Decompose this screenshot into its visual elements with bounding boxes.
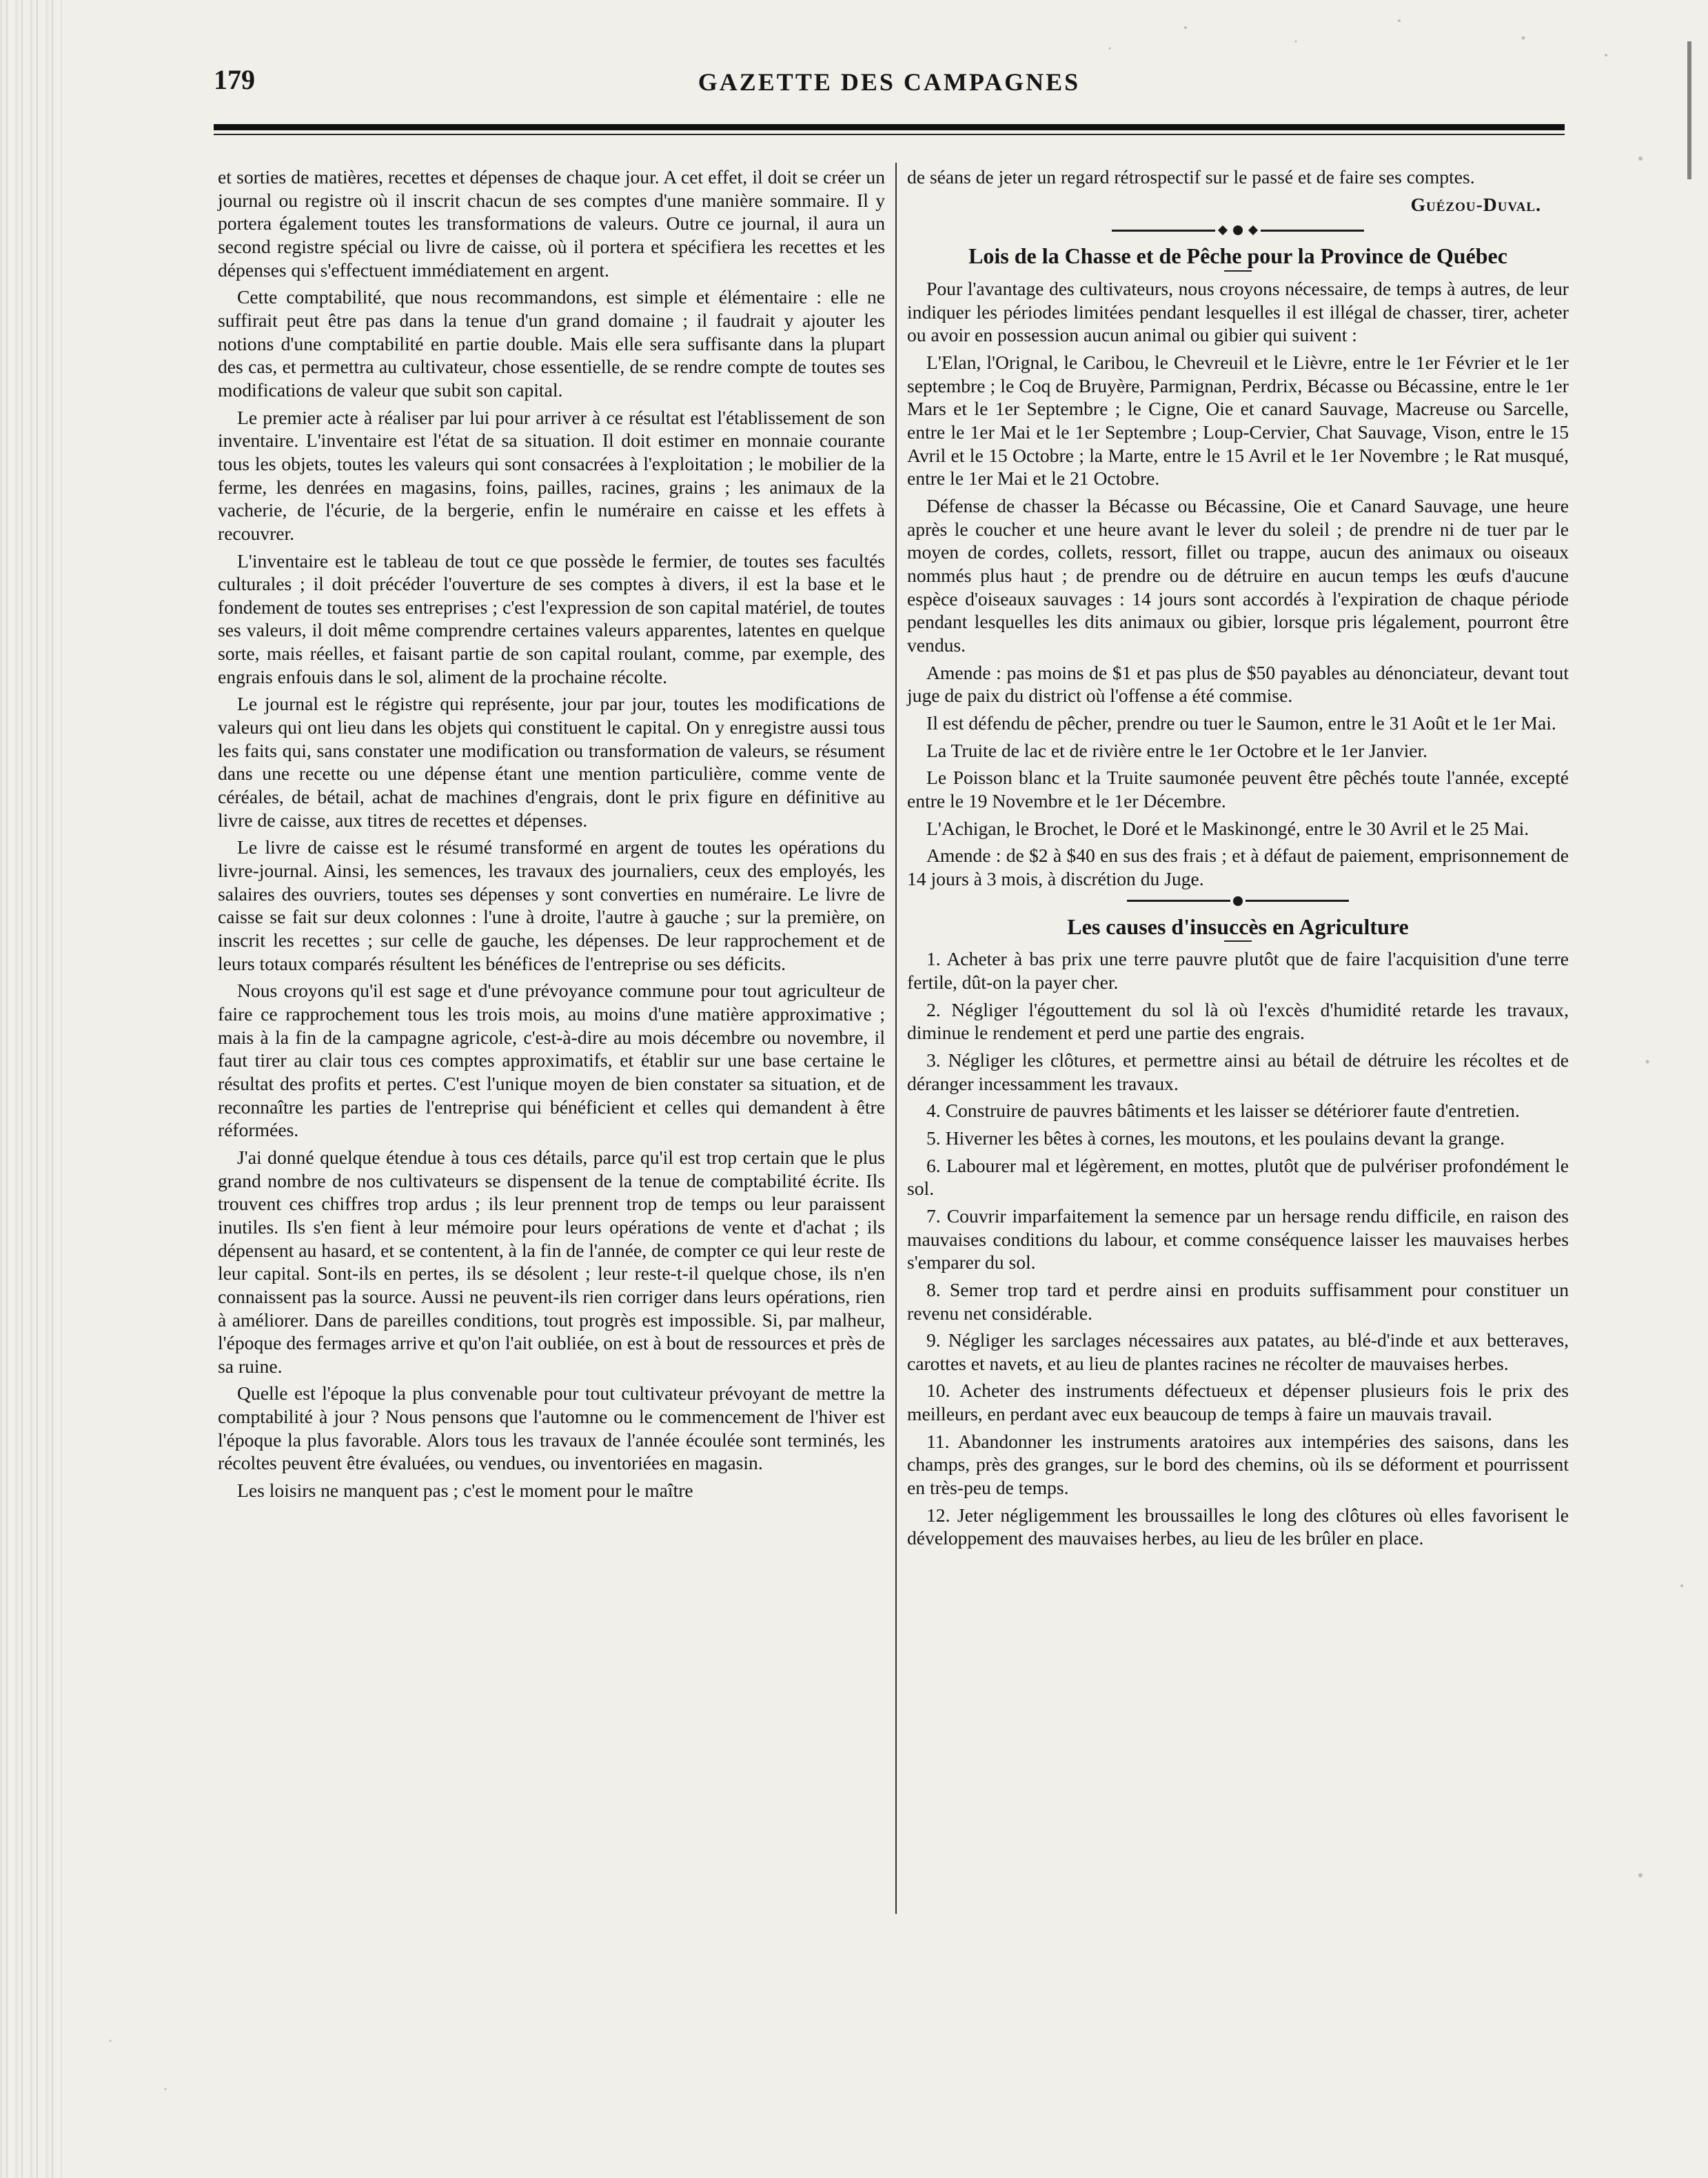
list-item: 10. Acheter des instruments défectueux et dépenser plusieurs fois le prix des meilleurs, en perdant avec eux beaucoup de temps à faire un mauvais travail.	[907, 1380, 1569, 1425]
paragraph: Le livre de caisse est le résumé transformé en argent de toutes les opérations du livre-journal. Ainsi, les semences, les travaux des journaliers, ceux des employés, les salaires des ouvriers, toutes ses dépenses y sont converties en numéraire. Le livre de caisse se fait sur deux colonnes : l'une à droite, l'autre à gauche ; sur la première, on inscrit les recettes ; sur celle de gauche, les dépenses. De leur rapprochement et de leurs totaux comparés résultent les bénéfices de l'entreprise ou ses déficits.	[218, 836, 885, 974]
paragraph: L'inventaire est le tableau de tout ce que possède le fermier, de toutes ses facultés culturales ; il doit précéder l'ouverture de ses comptes à divers, il est la base et le fondement de toutes ses entreprises ; c'est l'expression de son capital matériel, de toutes ses valeurs, il doit même comprendre certaines valeurs apparentes, latentes en quelque sorte, mais réelles, et faisant partie de son capital roulant, comme, par exemple, des engrais enfouis dans le sol, aliment de la prochaine récolte.	[218, 549, 885, 687]
list-item: 1. Acheter à bas prix une terre pauvre plutôt que de faire l'acquisition d'une terre fertile, dût-on la payer cher.	[907, 948, 1569, 993]
right-column	[907, 165, 1569, 1554]
list-item: 7. Couvrir imparfaitement la semence par un hersage rendu difficile, en raison des mauvaises conditions du labour, et comme conséquence laisser les mauvaises herbes s'emparer du sol.	[907, 1204, 1569, 1273]
left-column	[218, 165, 885, 1506]
page-number: 179	[214, 64, 255, 95]
paragraph: Cette comptabilité, que nous recommandons, est simple et élémentaire : elle ne suffirait peut être pas dans la tenue d'un grand domaine ; il faudrait y ajouter les notions d'une comptabilité en partie double. Mais elle sera suffisante dans la plupart des cas, et permettra au cultivateur, chose essentielle, de se rendre compte de toutes ses modifications de valeur que subit son capital.	[218, 286, 885, 401]
paragraph: Pour l'avantage des cultivateurs, nous croyons nécessaire, de temps à autres, de leur indiquer les périodes limitées pendant lesquelles il est illégal de chasser, tirer, acheter ou avoir en possession aucun animal ou gibier qui suivent :	[907, 278, 1569, 346]
list-item: 9. Négliger les sarclages nécessaires aux patates, au blé-d'inde et aux betteraves, carottes et navets, et au lieu de plantes racines ne récolter de mauvaises herbes.	[907, 1329, 1569, 1374]
section-ornament	[907, 896, 1569, 906]
paragraph: Amende : de $2 à $40 en sus des frais ; et à défaut de paiement, emprisonnement de 14 jours à 3 mois, à discrétion du Juge.	[907, 845, 1569, 889]
list-item: 3. Négliger les clôtures, et permettre ainsi au bétail de détruire les récoltes et de déranger incessamment les travaux.	[907, 1049, 1569, 1094]
paragraph: Le premier acte à réaliser par lui pour arriver à ce résultat est l'établissement de son inventaire. L'inventaire est l'état de sa situation. Il doit estimer en monnaie courante tous les objets, toutes les valeurs qui sont consacrées à l'exploitation ; le mobilier de la ferme, les denrées en magasins, foins, pailles, racines, grains ; les animaux de la vacherie, de l'écurie, de la bergerie, enfin le numéraire en caisse et les effets à recouvrer.	[218, 406, 885, 544]
paragraph: de séans de jeter un regard rétrospectif sur le passé et de faire ses comptes.	[907, 166, 1475, 188]
paragraph: J'ai donné quelque étendue à tous ces détails, parce qu'il est trop certain que le plus grand nombre de nos cultivateurs se dispensent de la tenue de comptabilité écrite. Ils trouvent ces chiffres trop ardus ; ils leur prennent trop de temps ou leur paraissent inutiles. Ils s'en fient à leur mémoire pour leurs opérations de vente et d'achat ; ils dépensent au hasard, et se contentent, à la fin de l'année, de compter ce qui leur reste de leur capital. Sont-ils en pertes, ils se désolent ; leur reste-t-il quelque chose, ils n'en connaissent pas la source. Aussi ne peuvent-ils rien corriger dans leurs opérations, rien à améliorer. Dans de pareilles conditions, tout progrès est impossible. Si, par malheur, l'époque des fermages arrive et qu'on l'ait oubliée, on est à bout de ressources et près de sa ruine.	[218, 1146, 885, 1377]
running-title: GAZETTE DES CAMPAGNES	[698, 68, 1081, 96]
paragraph: Quelle est l'époque la plus convenable pour tout cultivateur prévoyant de mettre la comptabilité à jour ? Nous pensons que l'automne ou le commencement de l'hiver est l'époque la plus favorable. Alors tous les travaux de l'année écoulée sont terminés, les récoltes peuvent être évaluées, ou vendues, ou inventoriées en magasin.	[218, 1382, 885, 1474]
title-dash	[1224, 940, 1252, 942]
column-divider	[895, 163, 897, 1914]
paragraph: Nous croyons qu'il est sage et d'une prévoyance commune pour tout agriculteur de faire ce rapprochement tous les trois mois, au moins d'une matière approximative ; mais à la fin de la campagne agricole, c'est-à-dire au mois décembre ou novembre, il faut tirer au clair tous ces comptes approximatifs, et établir sur une base certaine le résultat des profits et pertes. C'est l'unique moyen de bien constater sa situation, et de reconnaître les parties de l'entreprise qui bénéficient et celles qui demandent à être réformées.	[218, 980, 885, 1141]
paragraph: Le journal est le régistre qui représente, jour par jour, toutes les modifications de valeurs qui ont lieu dans les objets qui constituent le capital. On y enregistre aussi tous les faits qui, sans constater une modification ou transformation de valeurs, se résument dans une recette ou une dépense étant une mention particulière, comme vente de céréales, de bétail, achat de machines d'engrais, dont le prix figure en définitive au livre de caisse, aux titres de recettes et dépenses.	[218, 693, 885, 831]
list-item: 6. Labourer mal et légèrement, en mottes, plutôt que de pulvériser profondément le sol.	[907, 1154, 1569, 1200]
paragraph: L'Elan, l'Orignal, le Caribou, le Chevreuil et le Lièvre, entre le 1er Février et le 1er septembre ; le Coq de Bruyère, Parmignan, Perdrix, Bécasse ou Bécassine, entre le 1er Mars et le 1er Septembre ; le Cigne, Oie et canard Sauvage, Macreuse ou Sarcelle, entre le 1er Mai et le 1er Septembre ; Loup-Cervier, Chat Sauvage, Vison, entre le 15 Avril et le 15 Octobre ; la Marte, entre le 15 Avril et le 1er Novembre ; le Rat musqué, entre le 1er Mai et le 21 Octobre.	[907, 352, 1569, 490]
section-title-agriculture-failures: Les causes d'insuccès en Agriculture	[1067, 914, 1409, 939]
paragraph: La Truite de lac et de rivière entre le 1er Octobre et le 1er Janvier.	[926, 739, 1428, 761]
list-item: 12. Jeter négligemment les broussailles le long des clôtures où elles favorisent le développement des mauvaises herbes, au lieu de les brûler en place.	[907, 1504, 1569, 1549]
binding-edge	[0, 0, 62, 2178]
header-rule-thick	[214, 124, 1565, 130]
section-title-hunting-laws: Lois de la Chasse et de Pêche pour la Province de Québec	[968, 243, 1507, 269]
paragraph: Les loisirs ne manquent pas ; c'est le moment pour le maître	[237, 1480, 693, 1502]
paragraph: L'Achigan, le Brochet, le Doré et le Maskinongé, entre le 30 Avril et le 25 Mai.	[926, 817, 1529, 839]
list-item: 8. Semer trop tard et perdre ainsi en produits suffisamment pour constituer un revenu net considérable.	[907, 1278, 1569, 1324]
page-header	[214, 63, 1565, 105]
title-dash	[1224, 270, 1252, 272]
header-rule-thin	[214, 134, 1565, 135]
author-signature: Guézou-Duval.	[1410, 193, 1541, 215]
paragraph: Défense de chasser la Bécasse ou Bécassine, Oie et Canard Sauvage, une heure après le coucher et une heure avant le lever du soleil ; de prendre ni de tuer par le moyen de cordes, collets, ressort, fillet ou trappe, aucun des animaux ou oiseaux nommés plus haut ; de prendre ou de détruire en aucun temps les œufs d'aucune espèce d'oiseaux sauvages : 14 jours sont accordés à l'expiration de chaque période pendant lesquelles les dits animaux ou gibier, lorsque pris légalement, pourront être vendus.	[907, 495, 1569, 656]
paragraph: Le Poisson blanc et la Truite saumonée peuvent être pêchés toute l'année, excepté entre le 19 Novembre et le 1er Décembre.	[907, 767, 1569, 811]
list-item: 5. Hiverner les bêtes à cornes, les moutons, et les poulains devant la grange.	[926, 1127, 1505, 1149]
paragraph: Amende : pas moins de $1 et pas plus de $50 payables au dénonciateur, devant tout juge de paix du district où l'offense a été commise.	[907, 661, 1569, 707]
list-item: 4. Construire de pauvres bâtiments et les laisser se détériorer faute d'entretien.	[926, 1100, 1520, 1122]
list-item: 2. Négliger l'égouttement du sol là où l'excès d'humidité retarde les travaux, diminue le rendement et perd une partie des engrais.	[907, 998, 1569, 1044]
paragraph: et sorties de matières, recettes et dépenses de chaque jour. A cet effet, il doit se créer un journal ou registre où il inscrit chacun de ses comptes d'une manière sommaire. Il y portera également toutes les transformations de valeurs. Outre ce journal, il aura un second registre spécial ou livre de caisse, où il portera et spécifiera les recettes et les dépenses qui s'effectuent immédiatement en argent.	[218, 166, 885, 281]
list-item: 11. Abandonner les instruments aratoires aux intempéries des saisons, dans les champs, près des granges, sur le bord des chemins, où ils se déforment et pourrissent en très-peu de temps.	[907, 1430, 1569, 1499]
paragraph: Il est défendu de pêcher, prendre ou tuer le Saumon, entre le 31 Août et le 1er Mai.	[926, 712, 1556, 734]
section-ornament	[907, 225, 1569, 235]
